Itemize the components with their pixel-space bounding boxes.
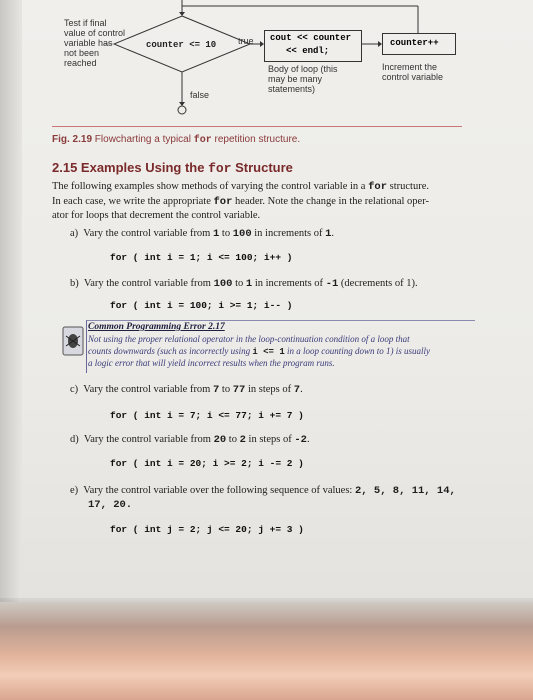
example-text: to xyxy=(228,434,237,445)
figure-caption-tail: repetition structure. xyxy=(214,134,301,145)
example-text: Vary the control variable over the following sequence of values: xyxy=(83,485,353,496)
figure-rule xyxy=(52,126,462,127)
example-text: in steps of xyxy=(248,434,292,445)
intro-paragraph xyxy=(52,180,470,223)
cpe-text: counts downwards (such as incorrectly using xyxy=(88,345,251,356)
flow-side-line: not been xyxy=(64,48,100,58)
example-text: (decrements of 1). xyxy=(340,278,418,289)
example-text: Vary the control variable from xyxy=(83,384,211,395)
flow-body-caption xyxy=(268,64,358,94)
example-item-d xyxy=(70,434,310,446)
section-heading-tail: Structure xyxy=(235,160,293,175)
example-text: Vary the control variable from xyxy=(83,434,211,445)
flow-side-line: value of control xyxy=(64,28,126,38)
flow-side-line: Test if final xyxy=(64,18,107,28)
example-marker: a) xyxy=(70,228,79,239)
flow-increment-caption-line: Increment the xyxy=(382,62,438,72)
intro-line xyxy=(52,180,470,195)
example-value: 1 xyxy=(325,228,332,240)
flow-body-caption-line: statements) xyxy=(268,84,316,94)
example-text: . xyxy=(300,384,303,395)
example-value: 1 xyxy=(212,228,220,240)
example-marker: d) xyxy=(70,434,79,445)
flow-body-statement-1: cout << counter xyxy=(270,33,352,43)
flow-side-line: variable has xyxy=(64,38,113,48)
example-value: -1 xyxy=(325,278,339,290)
intro-code: for xyxy=(213,195,233,208)
flow-decision-condition: counter <= 10 xyxy=(146,40,217,50)
flow-increment-caption-line: control variable xyxy=(382,72,444,82)
intro-text: In each case, we write the appropriate xyxy=(52,195,211,207)
figure-caption xyxy=(52,134,300,146)
flow-true-label: true xyxy=(238,36,254,46)
example-value: 100 xyxy=(232,228,252,240)
cpe-text: in a loop counting down to 1) is usually xyxy=(286,345,430,356)
cpe-body xyxy=(88,334,472,370)
example-value: 100 xyxy=(213,278,233,290)
intro-text: header. Note the change in the relational oper- xyxy=(235,195,429,207)
example-marker: b) xyxy=(70,278,79,289)
example-value: 7 xyxy=(212,384,220,396)
example-value: -2 xyxy=(294,434,307,446)
section-heading-code: for xyxy=(208,161,232,176)
example-code-c: for ( int i = 7; i <= 77; i += 7 ) xyxy=(110,410,304,421)
example-code-e: for ( int j = 2; j <= 20; j += 3 ) xyxy=(110,524,304,535)
example-code-a: for ( int i = 1; i <= 100; i++ ) xyxy=(110,252,293,263)
example-value: 2 xyxy=(239,434,246,446)
example-text: in increments of xyxy=(254,278,324,289)
example-text: Vary the control variable from xyxy=(83,278,211,289)
example-text: . xyxy=(331,228,335,239)
cpe-line xyxy=(88,346,472,359)
intro-line: ator for loops that decrement the control variable. xyxy=(52,210,261,221)
cpe-line: a logic error that will yield incorrect results when the program runs. xyxy=(88,358,335,368)
example-value: 20 xyxy=(213,434,227,446)
flow-increment-statement: counter++ xyxy=(390,38,439,48)
example-value: 2, 5, 8, 11, 14, xyxy=(354,485,456,497)
example-item-e xyxy=(70,484,480,512)
intro-text: structure. xyxy=(389,181,429,192)
flow-entry-arrowhead xyxy=(179,12,185,16)
example-text: to xyxy=(221,384,231,395)
figure-caption-text: Flowcharting a typical xyxy=(94,134,191,145)
example-text: Vary the control variable from xyxy=(83,228,211,239)
flow-end-circle xyxy=(178,106,186,114)
example-value: 7 xyxy=(293,384,301,396)
example-marker: c) xyxy=(70,384,79,395)
example-code-b: for ( int i = 100; i >= 1; i-- ) xyxy=(110,300,293,311)
flow-side-line: reached xyxy=(64,58,97,68)
intro-code: for xyxy=(368,181,387,193)
flow-side-label xyxy=(64,18,134,68)
bug-icon xyxy=(62,326,84,356)
example-text: in increments of xyxy=(254,228,323,239)
section-heading xyxy=(52,160,293,176)
example-text: to xyxy=(221,228,231,239)
example-marker: e) xyxy=(70,485,79,496)
flow-body-caption-line: may be many xyxy=(268,74,323,84)
flow-body-caption-line: Body of loop (this xyxy=(268,64,338,74)
example-value: 77 xyxy=(232,384,246,396)
flow-body-statement-2: << endl; xyxy=(286,46,330,56)
flow-false-label: false xyxy=(190,90,210,100)
example-item-c xyxy=(70,384,303,396)
example-value: 1 xyxy=(245,278,253,290)
example-value: 17, 20. xyxy=(88,499,133,511)
example-item-b xyxy=(70,278,418,290)
background-below-page xyxy=(0,602,533,700)
example-text: to xyxy=(235,278,244,289)
cpe-title: Common Programming Error 2.17 xyxy=(88,322,225,332)
flow-increment-caption xyxy=(382,62,462,82)
figure-caption-code: for xyxy=(193,135,212,146)
cpe-code: i <= 1 xyxy=(252,346,285,357)
cpe-line: Not using the proper relational operator in the loop-continuation condition of a loop that xyxy=(88,334,410,344)
intro-text: The following examples show methods of varying the control variable in a xyxy=(52,181,366,192)
intro-line xyxy=(52,195,470,210)
example-text: . xyxy=(306,434,310,445)
example-item-a xyxy=(70,228,334,240)
example-text: in steps of xyxy=(247,384,292,395)
section-heading-text: 2.15 Examples Using the xyxy=(52,160,205,175)
figure-number: Fig. 2.19 xyxy=(52,134,93,145)
example-code-d: for ( int i = 20; i >= 2; i -= 2 ) xyxy=(110,458,304,469)
